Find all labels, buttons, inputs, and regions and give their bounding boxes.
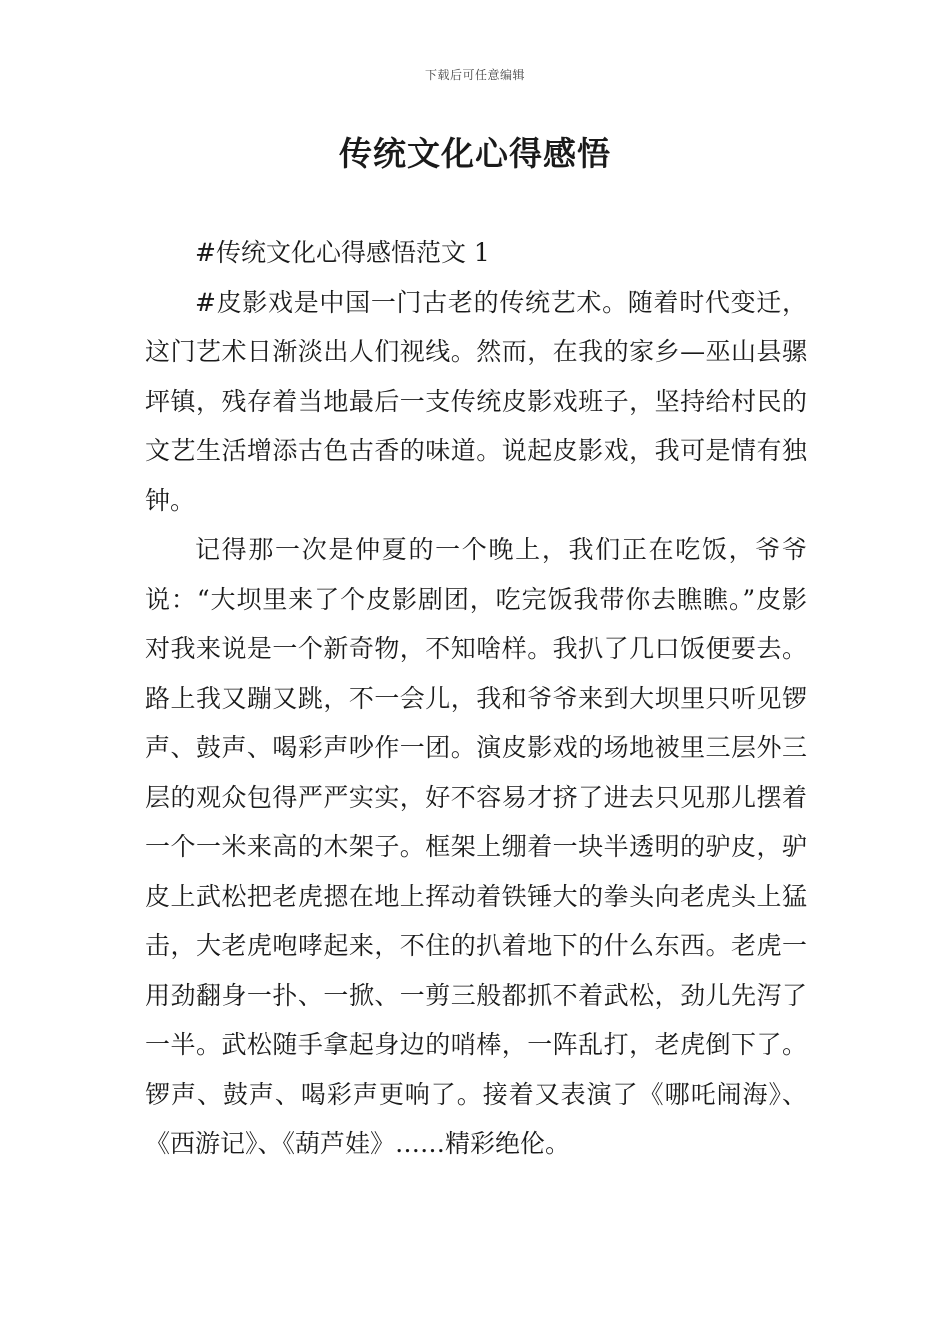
page-title: 传统文化心得感悟 (339, 134, 611, 173)
paragraph: 记得那一次是仲夏的一个晚上，我们正在吃饭，爷爷说：“大坝里来了个皮影剧团，吃完饭我带你去瞧瞧。”皮影对我来说是一个新奇物，不知啥样。我扒了几口饭便要去。路上我又蹦又跳，不一会儿，我和爷爷来到大坝里只听见锣声、鼓声、喝彩声吵作一团。演皮影戏的场地被里三层外三层的观众包得严严实实，好不容易才挤了进去只见那儿摆着一个一米来高的木架子。框架上绷着一块半透明的驴皮，驴皮上武松把老虎摁在地上挥动着铁锤大的拳头向老虎头上猛击，大老虎咆哮起来，不住的扒着地下的什么东西。老虎一用劲翻身一扑、一掀、一剪三般都抓不着武松，劲儿先泻了一半。武松随手拿起身边的哨棒，一阵乱打，老虎倒下了。锣声、鼓声、喝彩声更响了。接着又表演了《哪吒闹海》、《西游记》、《葫芦娃》……精彩绝伦。 (145, 535, 807, 1158)
document-body (145, 228, 807, 1169)
paragraph: #皮影戏是中国一门古老的传统艺术。随着时代变迁，这门艺术日渐淡出人们视线。然而，在我的家乡—巫山县骡坪镇，残存着当地最后一支传统皮影戏班子，坚持给村民的文艺生活增添古色古香的味道。说起皮影戏，我可是情有独钟。 (145, 287, 807, 515)
header-note: 下载后可任意编辑 (424, 68, 525, 82)
paragraph-heading: #传统文化心得感悟范文 1 (195, 238, 490, 267)
